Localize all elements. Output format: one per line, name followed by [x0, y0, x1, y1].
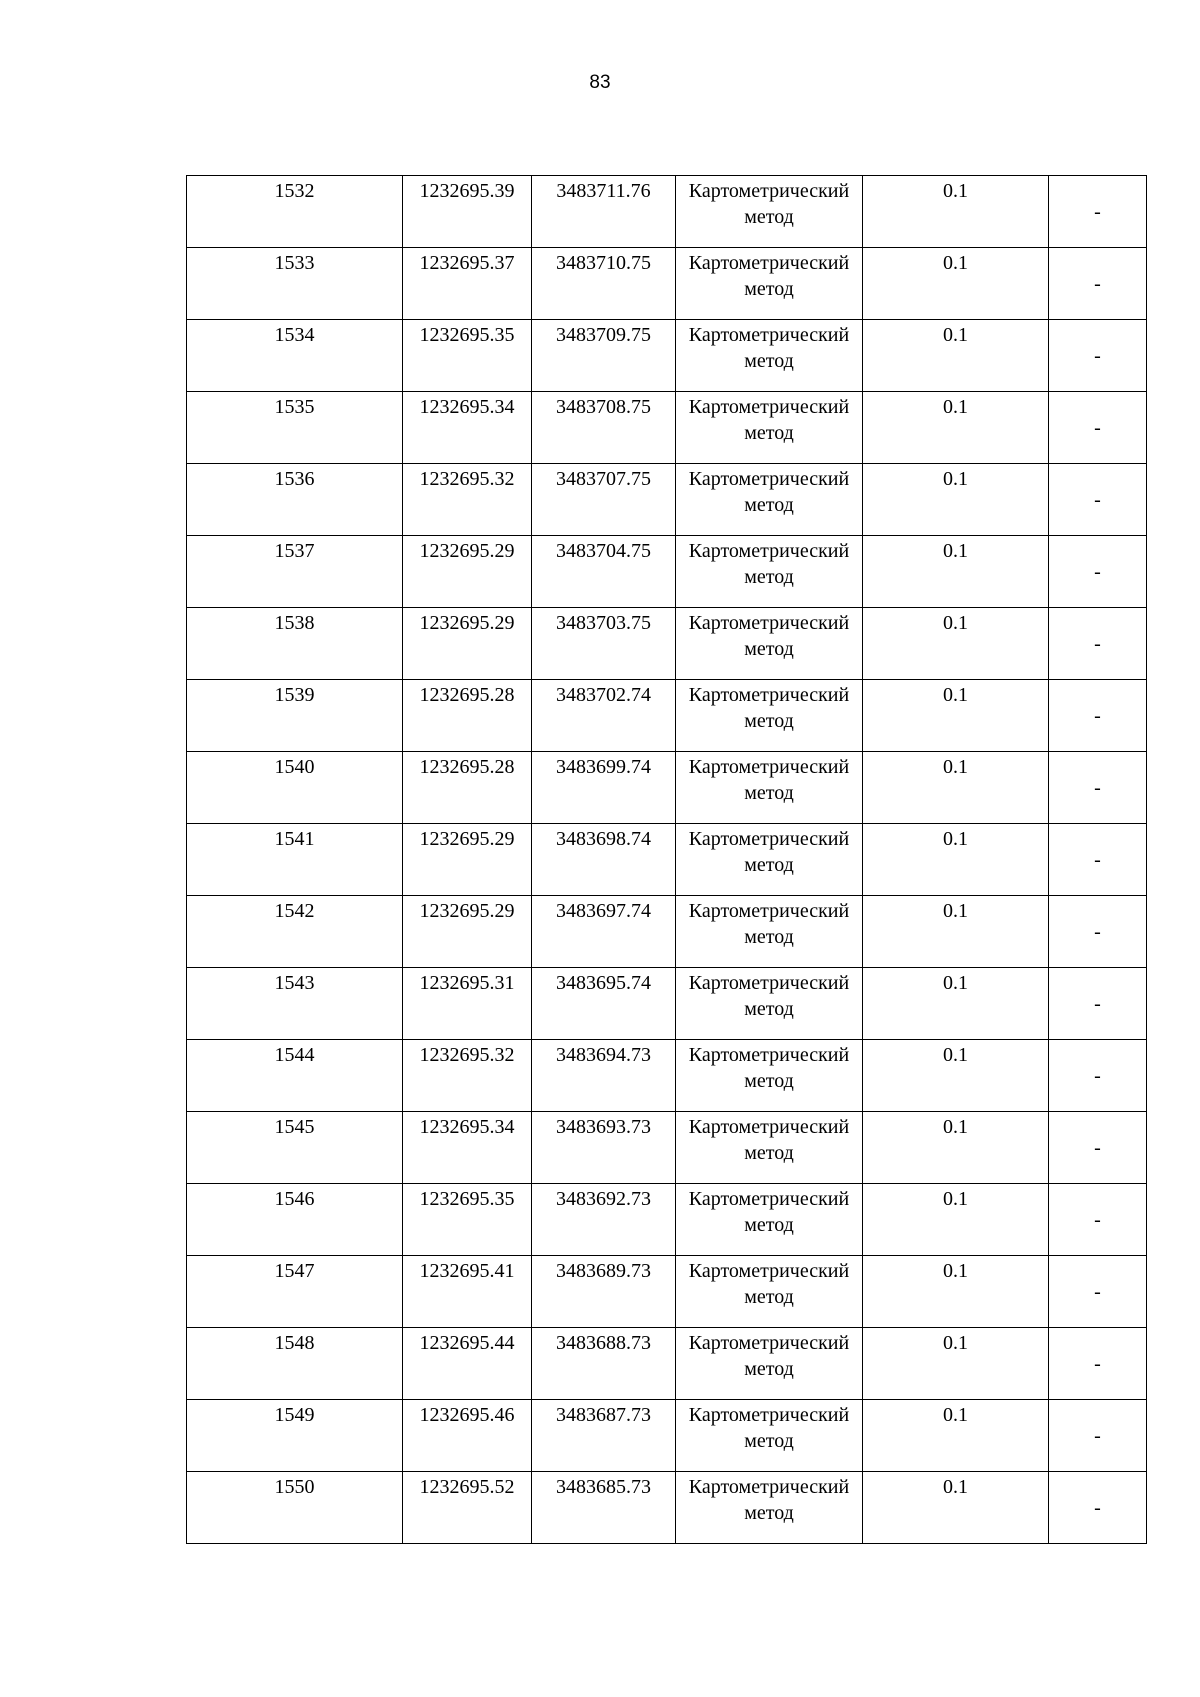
method-cell [676, 1112, 863, 1184]
method-line-1: Картометрический [688, 468, 850, 490]
x-coordinate-cell: 1232695.29 [403, 608, 532, 680]
method-line-2: метод [744, 926, 794, 948]
method-line-1: Картометрический [688, 1404, 850, 1426]
accuracy-cell: 0.1 [863, 680, 1049, 752]
point-number-cell: 1546 [187, 1184, 403, 1256]
method-line-1: Картометрический [688, 540, 850, 562]
note-cell: - [1049, 320, 1147, 392]
accuracy-cell: 0.1 [863, 1112, 1049, 1184]
method-line-1: Картометрический [688, 180, 850, 202]
method-line-2: метод [744, 782, 794, 804]
table-row [187, 968, 1147, 1040]
y-coordinate-cell: 3483698.74 [532, 824, 676, 896]
method-line-1: Картометрический [688, 1044, 850, 1066]
x-coordinate-cell: 1232695.39 [403, 176, 532, 248]
note-cell: - [1049, 1256, 1147, 1328]
method-line-2: метод [744, 1430, 794, 1452]
method-line-2: метод [744, 1358, 794, 1380]
note-cell: - [1049, 536, 1147, 608]
y-coordinate-cell: 3483702.74 [532, 680, 676, 752]
note-cell: - [1049, 1400, 1147, 1472]
point-number-cell: 1542 [187, 896, 403, 968]
method-line-1: Картометрический [688, 828, 850, 850]
note-cell: - [1049, 1328, 1147, 1400]
method-line-2: метод [744, 422, 794, 444]
method-line-1: Картометрический [688, 756, 850, 778]
table-row [187, 1112, 1147, 1184]
note-cell: - [1049, 1112, 1147, 1184]
accuracy-cell: 0.1 [863, 1256, 1049, 1328]
accuracy-cell: 0.1 [863, 248, 1049, 320]
method-line-2: метод [744, 1070, 794, 1092]
method-cell [676, 176, 863, 248]
y-coordinate-cell: 3483693.73 [532, 1112, 676, 1184]
method-cell [676, 752, 863, 824]
x-coordinate-cell: 1232695.37 [403, 248, 532, 320]
point-number-cell: 1537 [187, 536, 403, 608]
accuracy-cell: 0.1 [863, 824, 1049, 896]
y-coordinate-cell: 3483709.75 [532, 320, 676, 392]
x-coordinate-cell: 1232695.29 [403, 824, 532, 896]
method-line-1: Картометрический [688, 1188, 850, 1210]
y-coordinate-cell: 3483688.73 [532, 1328, 676, 1400]
point-number-cell: 1532 [187, 176, 403, 248]
table-row [187, 680, 1147, 752]
accuracy-cell: 0.1 [863, 1040, 1049, 1112]
accuracy-cell: 0.1 [863, 608, 1049, 680]
method-line-1: Картометрический [688, 252, 850, 274]
y-coordinate-cell: 3483711.76 [532, 176, 676, 248]
x-coordinate-cell: 1232695.28 [403, 680, 532, 752]
note-cell: - [1049, 896, 1147, 968]
x-coordinate-cell: 1232695.46 [403, 1400, 532, 1472]
method-line-1: Картометрический [688, 1116, 850, 1138]
point-number-cell: 1535 [187, 392, 403, 464]
accuracy-cell: 0.1 [863, 1328, 1049, 1400]
table-row [187, 1040, 1147, 1112]
table-row [187, 1328, 1147, 1400]
note-cell: - [1049, 824, 1147, 896]
method-cell [676, 1472, 863, 1544]
table-row [187, 392, 1147, 464]
y-coordinate-cell: 3483692.73 [532, 1184, 676, 1256]
x-coordinate-cell: 1232695.29 [403, 536, 532, 608]
note-cell: - [1049, 608, 1147, 680]
accuracy-cell: 0.1 [863, 752, 1049, 824]
point-number-cell: 1536 [187, 464, 403, 536]
x-coordinate-cell: 1232695.41 [403, 1256, 532, 1328]
x-coordinate-cell: 1232695.35 [403, 1184, 532, 1256]
point-number-cell: 1550 [187, 1472, 403, 1544]
method-cell [676, 1040, 863, 1112]
method-line-2: метод [744, 1142, 794, 1164]
note-cell: - [1049, 248, 1147, 320]
y-coordinate-cell: 3483694.73 [532, 1040, 676, 1112]
coordinates-table [186, 175, 1147, 1544]
y-coordinate-cell: 3483687.73 [532, 1400, 676, 1472]
table-row [187, 176, 1147, 248]
method-line-1: Картометрический [688, 1476, 850, 1498]
table-row [187, 464, 1147, 536]
x-coordinate-cell: 1232695.52 [403, 1472, 532, 1544]
method-line-2: метод [744, 638, 794, 660]
method-cell [676, 1328, 863, 1400]
method-cell [676, 320, 863, 392]
x-coordinate-cell: 1232695.32 [403, 1040, 532, 1112]
note-cell: - [1049, 968, 1147, 1040]
y-coordinate-cell: 3483689.73 [532, 1256, 676, 1328]
note-cell: - [1049, 752, 1147, 824]
y-coordinate-cell: 3483708.75 [532, 392, 676, 464]
accuracy-cell: 0.1 [863, 320, 1049, 392]
method-line-2: метод [744, 350, 794, 372]
note-cell: - [1049, 1040, 1147, 1112]
x-coordinate-cell: 1232695.29 [403, 896, 532, 968]
method-cell [676, 1184, 863, 1256]
method-line-1: Картометрический [688, 324, 850, 346]
y-coordinate-cell: 3483703.75 [532, 608, 676, 680]
x-coordinate-cell: 1232695.31 [403, 968, 532, 1040]
method-line-2: метод [744, 566, 794, 588]
accuracy-cell: 0.1 [863, 1472, 1049, 1544]
table-row [187, 248, 1147, 320]
method-line-1: Картометрический [688, 1260, 850, 1282]
point-number-cell: 1534 [187, 320, 403, 392]
point-number-cell: 1549 [187, 1400, 403, 1472]
method-cell [676, 1256, 863, 1328]
method-line-2: метод [744, 1286, 794, 1308]
y-coordinate-cell: 3483707.75 [532, 464, 676, 536]
accuracy-cell: 0.1 [863, 176, 1049, 248]
method-line-1: Картометрический [688, 1332, 850, 1354]
table-row [187, 1400, 1147, 1472]
method-line-2: метод [744, 1214, 794, 1236]
note-cell: - [1049, 1184, 1147, 1256]
table-row [187, 536, 1147, 608]
x-coordinate-cell: 1232695.34 [403, 392, 532, 464]
accuracy-cell: 0.1 [863, 1184, 1049, 1256]
method-line-1: Картометрический [688, 396, 850, 418]
method-line-2: метод [744, 278, 794, 300]
accuracy-cell: 0.1 [863, 536, 1049, 608]
table-row [187, 1256, 1147, 1328]
method-line-2: метод [744, 854, 794, 876]
note-cell: - [1049, 464, 1147, 536]
point-number-cell: 1538 [187, 608, 403, 680]
method-cell [676, 608, 863, 680]
y-coordinate-cell: 3483710.75 [532, 248, 676, 320]
method-line-2: метод [744, 998, 794, 1020]
point-number-cell: 1545 [187, 1112, 403, 1184]
x-coordinate-cell: 1232695.32 [403, 464, 532, 536]
x-coordinate-cell: 1232695.28 [403, 752, 532, 824]
note-cell: - [1049, 680, 1147, 752]
table-row [187, 896, 1147, 968]
method-line-2: метод [744, 206, 794, 228]
point-number-cell: 1548 [187, 1328, 403, 1400]
page-number: 83 [589, 72, 611, 93]
accuracy-cell: 0.1 [863, 968, 1049, 1040]
point-number-cell: 1544 [187, 1040, 403, 1112]
method-cell [676, 1400, 863, 1472]
method-line-1: Картометрический [688, 900, 850, 922]
method-cell [676, 824, 863, 896]
point-number-cell: 1533 [187, 248, 403, 320]
y-coordinate-cell: 3483695.74 [532, 968, 676, 1040]
method-line-1: Картометрический [688, 612, 850, 634]
method-line-2: метод [744, 1502, 794, 1524]
x-coordinate-cell: 1232695.35 [403, 320, 532, 392]
point-number-cell: 1540 [187, 752, 403, 824]
x-coordinate-cell: 1232695.44 [403, 1328, 532, 1400]
coordinates-table-body [187, 176, 1147, 1544]
accuracy-cell: 0.1 [863, 464, 1049, 536]
note-cell: - [1049, 1472, 1147, 1544]
note-cell: - [1049, 176, 1147, 248]
table-row [187, 1184, 1147, 1256]
point-number-cell: 1541 [187, 824, 403, 896]
point-number-cell: 1543 [187, 968, 403, 1040]
method-cell [676, 896, 863, 968]
method-line-1: Картометрический [688, 684, 850, 706]
table-row [187, 752, 1147, 824]
accuracy-cell: 0.1 [863, 896, 1049, 968]
point-number-cell: 1539 [187, 680, 403, 752]
table-row [187, 320, 1147, 392]
accuracy-cell: 0.1 [863, 392, 1049, 464]
table-row [187, 1472, 1147, 1544]
accuracy-cell: 0.1 [863, 1400, 1049, 1472]
x-coordinate-cell: 1232695.34 [403, 1112, 532, 1184]
method-line-2: метод [744, 494, 794, 516]
y-coordinate-cell: 3483699.74 [532, 752, 676, 824]
y-coordinate-cell: 3483704.75 [532, 536, 676, 608]
method-cell [676, 680, 863, 752]
point-number-cell: 1547 [187, 1256, 403, 1328]
method-cell [676, 536, 863, 608]
y-coordinate-cell: 3483697.74 [532, 896, 676, 968]
table-row [187, 824, 1147, 896]
method-cell [676, 248, 863, 320]
method-cell [676, 968, 863, 1040]
method-cell [676, 392, 863, 464]
note-cell: - [1049, 392, 1147, 464]
method-line-2: метод [744, 710, 794, 732]
y-coordinate-cell: 3483685.73 [532, 1472, 676, 1544]
method-line-1: Картометрический [688, 972, 850, 994]
method-cell [676, 464, 863, 536]
table-row [187, 608, 1147, 680]
